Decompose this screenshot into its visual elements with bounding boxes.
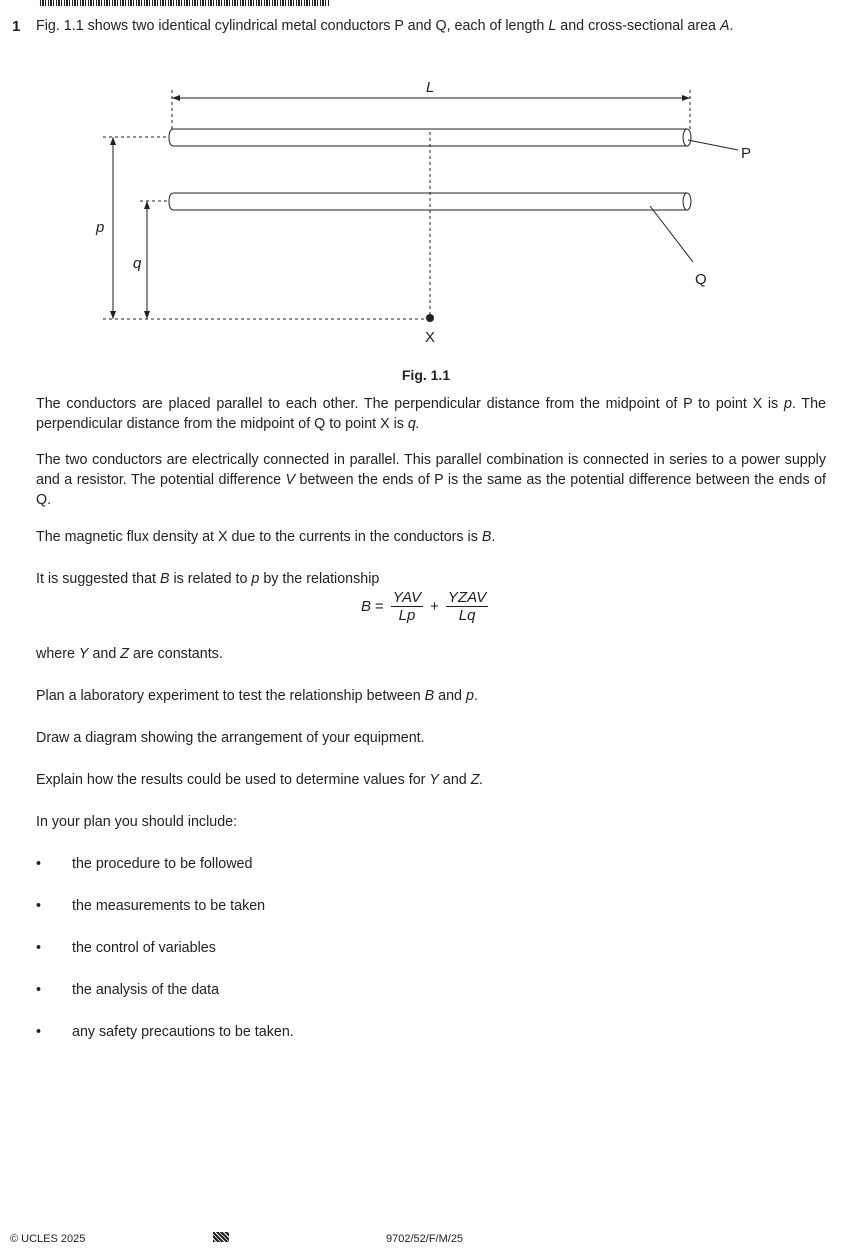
paragraph-plan: Plan a laboratory experiment to test the relationship between B and p. (36, 688, 478, 704)
footer-paper-code: 9702/52/F/M/25 (386, 1233, 464, 1245)
point-x (426, 314, 434, 322)
relationship-formula (361, 589, 491, 624)
distance-p-arrow (110, 137, 116, 319)
formula-term-2: $\frac{\text{YZAV}}{Lq}$ (447, 589, 487, 624)
formula-lhs: B (361, 598, 372, 615)
bullet-symbol: • (36, 898, 42, 914)
bullet-symbol: • (36, 856, 42, 872)
label-L: L (426, 79, 435, 96)
question-number: 1 (12, 18, 21, 35)
footer-copyright: © UCLES 2025 (10, 1233, 86, 1245)
figure-caption: Fig. 1.1 (401, 367, 451, 383)
conductor-q (169, 193, 691, 210)
label-X: X (425, 329, 436, 346)
bullet-symbol: • (36, 1024, 42, 1040)
bullet-symbol: • (36, 982, 42, 998)
leader-q (650, 206, 693, 262)
figure-1-1 (0, 70, 852, 360)
leader-p (688, 140, 738, 150)
formula-equals: = (375, 598, 384, 615)
question-intro: Fig. 1.1 shows two identical cylindrical metal conductors P and Q, each of length L and cross-sectional area A. (36, 18, 734, 34)
label-p: p (96, 219, 105, 236)
formula-plus: + (430, 598, 439, 615)
paragraph-constants: where Y and Z are constants. (36, 646, 223, 662)
paragraph-explain: Explain how the results could be used to determine values for Y and Z. (36, 772, 484, 788)
paragraph-include: In your plan you should include: (36, 814, 238, 830)
paragraph-distances: The conductors are placed parallel to each other. The perpendicular distance from the midpoint of P to point X is p. The perpendicular distance from the midpoint of Q to point X is q. (36, 396, 826, 432)
formula-term-1: $\frac{\text{YAV}}{Lp}$ (392, 589, 422, 624)
length-dimension (172, 90, 690, 130)
paragraph-diagram: Draw a diagram showing the arrangement of your equipment. (36, 730, 425, 746)
qr-code (213, 1232, 229, 1242)
paragraph-circuit: The two conductors are electrically connected in parallel. This parallel combination is connected in series to a power supply and a resistor. The potential difference V between the ends of P is the same as the potential difference between the ends of Q. (36, 452, 826, 508)
conductor-p (169, 129, 691, 146)
distance-q-arrow (144, 201, 150, 319)
paragraph-flux-density: The magnetic flux density at X due to the currents in the conductors is B. (36, 529, 496, 545)
bullet-symbol: • (36, 940, 42, 956)
label-P: P (741, 145, 752, 162)
label-Q: Q (695, 271, 707, 288)
label-q: q (133, 255, 142, 272)
barcode (40, 0, 330, 6)
paragraph-relationship: It is suggested that B is related to p by the relationship (36, 571, 380, 587)
